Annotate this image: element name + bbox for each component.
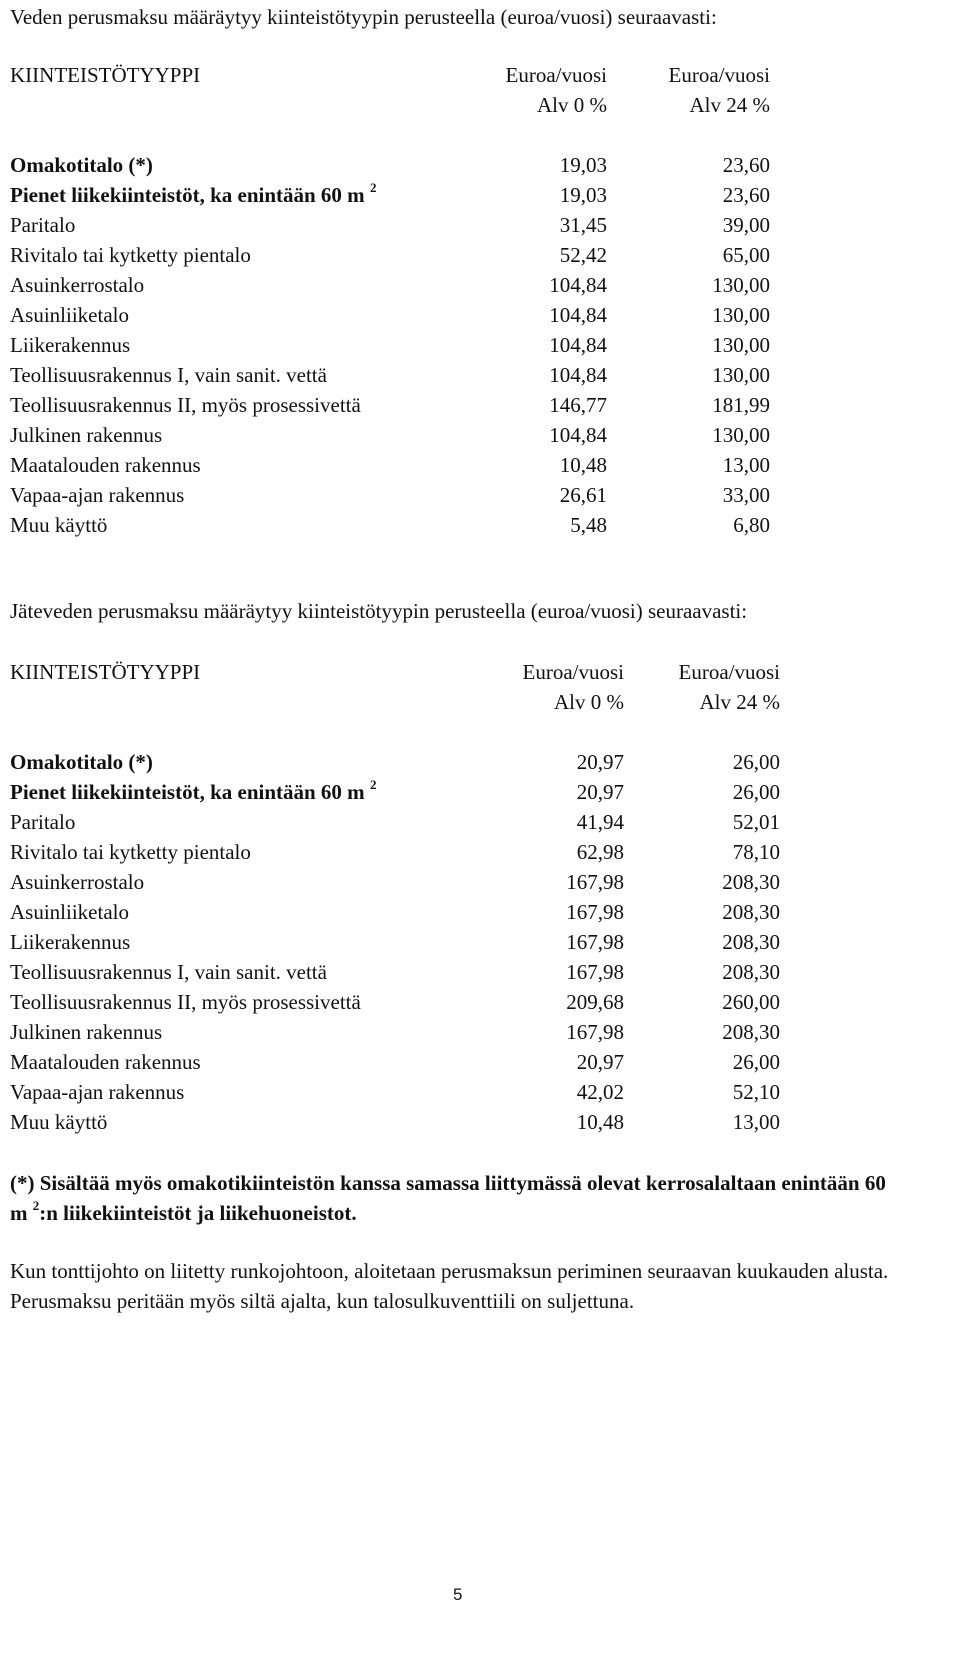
table-header [10,657,810,717]
value-alv0: 20,97 [576,780,624,804]
value-alv24: 13,00 [732,1110,780,1134]
value-alv24: 181,99 [712,393,770,417]
table-row [10,240,810,270]
value-alv0: 20,97 [576,750,624,774]
value-alv24: 130,00 [712,423,770,447]
table-row [10,897,810,927]
value-alv24: 26,00 [732,750,780,774]
row-name: Asuinliiketalo [10,303,129,327]
wastewater-fee-table [10,657,810,1137]
row-name: Asuinliiketalo [10,900,129,924]
table-row [10,867,810,897]
row-name-text: Pienet liikekiinteistöt, ka enintään 60 m [10,183,365,207]
value-alv0: 62,98 [576,840,624,864]
footnote-text: (*) Sisältää myös omakotikiinteistön kanssa samassa liittymässä olevat kerrosalaltaan enintään 60 m [10,1171,886,1225]
value-alv24: 6,80 [733,513,770,537]
page-number: 5 [453,1585,463,1604]
row-name: Paritalo [10,213,76,237]
row-name: Asuinkerrostalo [10,273,145,297]
value-alv24: 208,30 [722,960,780,984]
value-alv24: 208,30 [722,1020,780,1044]
row-name: Maatalouden rakennus [10,1050,201,1074]
alv0-header-line2: Alv 0 % [537,93,607,117]
value-alv0: 104,84 [549,423,607,447]
value-alv24: 52,10 [732,1080,780,1104]
value-alv24: 23,60 [722,153,770,177]
table-row [10,180,810,210]
property-type-header: KIINTEISTÖTYYPPI [10,63,201,87]
value-alv0: 20,97 [576,1050,624,1074]
value-alv24: 260,00 [722,990,780,1014]
alv24-header-line1: Euroa/vuosi [678,660,780,684]
value-alv0: 104,84 [549,303,607,327]
value-alv0: 26,61 [559,483,607,507]
row-name: Liikerakennus [10,333,131,357]
row-name: Asuinkerrostalo [10,870,145,894]
table-row [10,1077,810,1107]
table-row [10,1047,810,1077]
value-alv0: 167,98 [566,930,624,954]
table-row [10,330,810,360]
row-name: Muu käyttö [10,1110,108,1134]
alv0-header-line1: Euroa/vuosi [505,63,607,87]
row-name [10,180,376,210]
value-alv0: 146,77 [549,393,607,417]
table-row [10,927,810,957]
value-alv24: 33,00 [722,483,770,507]
table-row [10,390,810,420]
value-alv24: 23,60 [722,183,770,207]
table-body [10,150,810,540]
value-alv24: 208,30 [722,870,780,894]
table-row [10,1017,810,1047]
table-header [10,60,810,120]
table-row [10,450,810,480]
superscript: 2 [32,1198,40,1213]
alv24-header-line1: Euroa/vuosi [668,63,770,87]
table-body [10,747,810,1137]
alv24-header-line2: Alv 24 % [689,93,770,117]
table-row [10,360,810,390]
row-name: Teollisuusrakennus II, myös prosessivettä [10,990,361,1014]
value-alv0: 19,03 [559,153,607,177]
value-alv24: 65,00 [722,243,770,267]
row-name: Julkinen rakennus [10,1020,163,1044]
value-alv0: 209,68 [566,990,624,1014]
superscript: 2 [369,180,377,195]
value-alv0: 104,84 [549,333,607,357]
footnote [10,1168,900,1228]
table-row [10,270,810,300]
table-row [10,420,810,450]
row-name: Omakotitalo (*) [10,750,153,774]
row-name: Teollisuusrakennus I, vain sanit. vettä [10,363,327,387]
table-row [10,480,810,510]
value-alv0: 167,98 [566,870,624,894]
table-row [10,747,810,777]
row-name: Vapaa-ajan rakennus [10,1080,185,1104]
table-row [10,807,810,837]
alv24-column-header [669,60,770,120]
value-alv0: 167,98 [566,960,624,984]
row-name: Liikerakennus [10,930,131,954]
row-name: Maatalouden rakennus [10,453,201,477]
value-alv0: 167,98 [566,900,624,924]
value-alv24: 208,30 [722,930,780,954]
alv24-column-header [679,657,780,717]
value-alv24: 52,01 [732,810,780,834]
alv24-header-line2: Alv 24 % [699,690,780,714]
table-row [10,777,810,807]
table-row [10,510,810,540]
row-name: Teollisuusrakennus I, vain sanit. vettä [10,960,327,984]
value-alv24: 26,00 [732,780,780,804]
row-name: Teollisuusrakennus II, myös prosessivettä [10,393,361,417]
alv0-header-line2: Alv 0 % [554,690,624,714]
value-alv0: 19,03 [559,183,607,207]
value-alv24: 130,00 [712,363,770,387]
row-name-text: Pienet liikekiinteistöt, ka enintään 60 m [10,780,365,804]
table-row [10,957,810,987]
table-row [10,150,810,180]
value-alv0: 10,48 [576,1110,624,1134]
footnote-text-end: :n liikekiinteistöt ja liikehuoneistot. [39,1201,357,1225]
table-row [10,837,810,867]
wastewater-intro: Jäteveden perusmaksu määräytyy kiinteistötyypin perusteella (euroa/vuosi) seuraavasti: [10,599,748,623]
value-alv24: 130,00 [712,303,770,327]
closing-paragraph: Kun tonttijohto on liitetty runkojohtoon, aloitetaan perusmaksun periminen seuraavan kuukauden alusta. Perusmaksu peritään myös siltä ajalta, kun talosulkuventtiili on suljettuna. [10,1259,889,1313]
row-name: Paritalo [10,810,76,834]
value-alv0: 104,84 [549,273,607,297]
row-name: Muu käyttö [10,513,108,537]
value-alv0: 5,48 [570,513,607,537]
row-name: Omakotitalo (*) [10,153,153,177]
row-name: Rivitalo tai kytketty pientalo [10,840,251,864]
row-name: Vapaa-ajan rakennus [10,483,185,507]
value-alv0: 52,42 [559,243,607,267]
water-intro: Veden perusmaksu määräytyy kiinteistötyypin perusteella (euroa/vuosi) seuraavasti: [10,5,717,29]
row-name: Rivitalo tai kytketty pientalo [10,243,251,267]
value-alv0: 167,98 [566,1020,624,1044]
value-alv0: 31,45 [559,213,607,237]
value-alv24: 208,30 [722,900,780,924]
table-row [10,987,810,1017]
alv0-column-header [523,657,624,717]
table-row [10,1107,810,1137]
value-alv0: 42,02 [576,1080,624,1104]
value-alv0: 104,84 [549,363,607,387]
value-alv24: 13,00 [722,453,770,477]
table-row [10,210,810,240]
value-alv0: 10,48 [559,453,607,477]
value-alv24: 39,00 [722,213,770,237]
value-alv24: 130,00 [712,273,770,297]
property-type-header: KIINTEISTÖTYYPPI [10,660,201,684]
value-alv24: 78,10 [732,840,780,864]
water-fee-table [10,60,810,540]
superscript: 2 [369,777,377,792]
row-name: Julkinen rakennus [10,423,163,447]
value-alv0: 41,94 [576,810,624,834]
row-name [10,777,376,807]
value-alv24: 130,00 [712,333,770,357]
alv0-column-header [506,60,607,120]
table-row [10,300,810,330]
value-alv24: 26,00 [732,1050,780,1074]
alv0-header-line1: Euroa/vuosi [522,660,624,684]
